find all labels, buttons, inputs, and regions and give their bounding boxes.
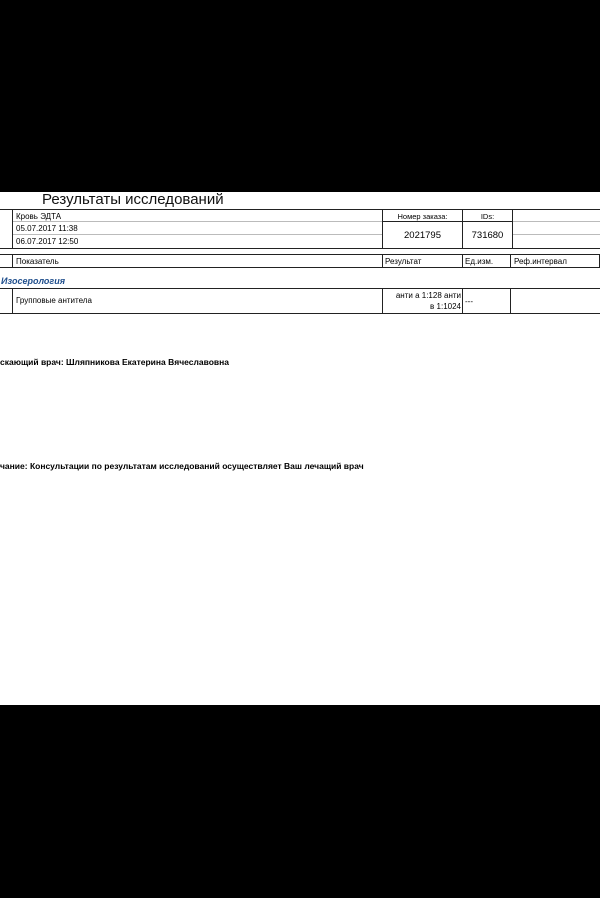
collected-datetime: 05.07.2017 11:38 xyxy=(16,224,78,233)
divider xyxy=(512,221,600,222)
completed-datetime: 06.07.2017 12:50 xyxy=(16,237,79,246)
divider xyxy=(382,221,512,222)
header-result: Результат xyxy=(385,257,422,266)
divider xyxy=(12,254,13,267)
divider xyxy=(0,248,600,249)
table-row-units: --- xyxy=(465,297,473,306)
divider xyxy=(0,209,600,210)
divider xyxy=(462,288,463,313)
ids-label: IDs: xyxy=(480,212,495,221)
table-row-result-line2: в 1:1024 xyxy=(430,302,461,311)
header-units: Ед.изм. xyxy=(465,257,494,266)
order-number-value: 2021795 xyxy=(404,230,441,241)
order-number-label: Номер заказа: xyxy=(397,212,448,221)
sample-material: Кровь ЭДТА xyxy=(16,212,62,221)
results-document xyxy=(0,192,600,705)
divider xyxy=(462,254,463,267)
ids-value: 731680 xyxy=(471,230,504,241)
divider xyxy=(510,254,511,267)
divider xyxy=(0,313,600,314)
divider xyxy=(12,288,13,313)
doctor-line: скающий врач: Шляпникова Екатерина Вячеславовна xyxy=(0,357,230,367)
table-row-result-line1: анти а 1:128 анти xyxy=(395,291,461,300)
divider xyxy=(512,234,600,235)
page-title: Результаты исследований xyxy=(42,192,224,208)
header-indicator: Показатель xyxy=(16,257,59,266)
note-line: чание: Консультации по результатам исследований осуществляет Ваш лечащий врач xyxy=(0,461,364,471)
divider xyxy=(12,221,382,222)
header-ref: Реф.интервал xyxy=(514,257,567,266)
divider xyxy=(0,267,600,268)
table-row-indicator: Групповые антитела xyxy=(16,296,92,305)
divider xyxy=(12,234,382,235)
divider xyxy=(510,288,511,313)
divider xyxy=(512,209,513,248)
divider xyxy=(12,209,13,248)
divider xyxy=(382,254,383,267)
section-title: Изосерология xyxy=(1,276,66,286)
